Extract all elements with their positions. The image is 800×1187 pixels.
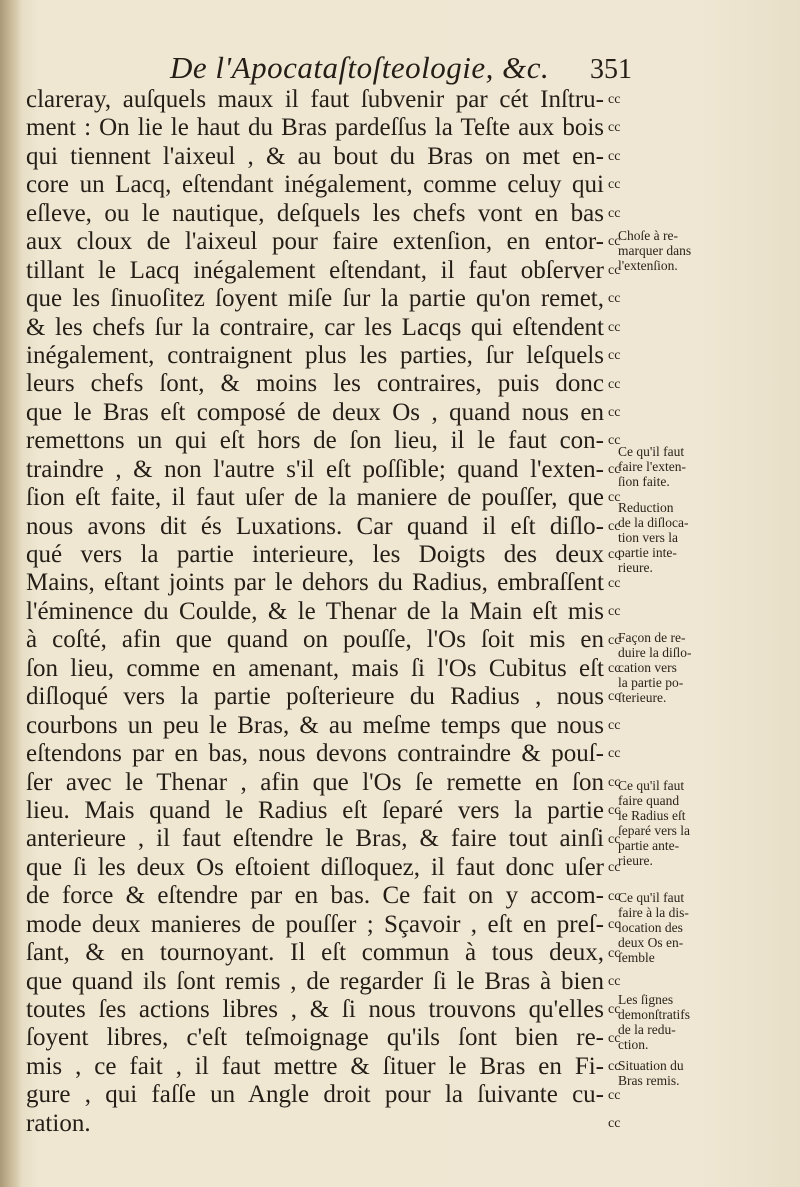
text-line: nous avons dit és Luxations. Car quand il eſt diſlo- <box>26 512 604 540</box>
margin-note-line: ſeparé vers la <box>618 823 690 838</box>
main-text-column <box>26 86 626 1138</box>
margin-note <box>618 778 768 868</box>
text-line: anterieure , il faut eſtendre le Bras, & faire tout ainſi <box>26 825 604 853</box>
text-line: mode deux manieres de pouſſer ; Sçavoir , eſt en preſ- <box>26 910 604 938</box>
quotation-mark: cc <box>608 1087 621 1103</box>
text-line: mis , ce fait , il faut mettre & ſituer le Bras en Fi- <box>26 1052 604 1080</box>
quotation-mark: cc <box>608 831 621 847</box>
quotation-mark: cc <box>608 234 621 250</box>
running-title: De l'Apocataſtoſteologie, &c. <box>170 50 550 85</box>
text-line: que les ſinuoſitez ſoyent miſe ſur la partie qu'on remet, <box>26 285 604 313</box>
margin-note-line: Reduction <box>618 500 674 515</box>
text-line: clareray, auſquels maux il faut ſubvenir par cét Inſtru- <box>26 86 604 113</box>
quotation-mark: cc <box>608 604 621 620</box>
margin-note <box>618 992 768 1052</box>
text-line: ſon lieu, comme en amenant, mais ſi l'Os Cubitus eſt <box>26 654 604 682</box>
text-line: de force & eſtendre par en bas. Ce fait on y accom- <box>26 882 604 910</box>
margin-note-line: ſion faite. <box>618 474 670 489</box>
running-header <box>0 46 800 90</box>
quotation-mark: cc <box>608 917 621 933</box>
quotation-mark: cc <box>608 945 621 961</box>
quotation-mark: cc <box>608 177 621 193</box>
margin-note-line: Ce qu'il faut <box>618 890 685 905</box>
margin-note-line: Les ſignes <box>618 992 674 1007</box>
margin-note-line: demonſtratifs <box>618 1007 690 1022</box>
margin-note-line: marquer dans <box>618 243 692 258</box>
quotation-mark: cc <box>608 973 621 989</box>
text-line: que le Bras eſt composé de deux Os , quand nous en <box>26 398 604 426</box>
margin-note-line: de la diſloca- <box>618 515 689 530</box>
text-line: core un Lacq, eſtendant inégalement, comme celuy qui <box>26 171 604 199</box>
quotation-mark: cc <box>608 291 621 307</box>
margin-note-line: partie ante- <box>618 838 680 853</box>
margin-note-line: l'extenſion. <box>618 258 678 273</box>
margin-note-line: faire quand <box>618 793 680 808</box>
text-line: à coſté, afin que quand on pouſſe, l'Os ſoit mis en <box>26 626 604 654</box>
margin-note-line: rieure. <box>618 560 653 575</box>
quotation-mark: cc <box>608 148 621 164</box>
margin-note-line: Ce qu'il faut <box>618 778 685 793</box>
margin-note <box>618 890 768 965</box>
quotation-mark: cc <box>608 518 621 534</box>
margin-note-line: faire l'exten- <box>618 459 687 474</box>
text-line: l'éminence du Coulde, & le Thenar de la Main eſt mis <box>26 597 604 625</box>
text-line: ment : On lie le haut du Bras pardeſſus la Teſte aux bois <box>26 114 604 142</box>
margin-note-line: le Radius eſt <box>618 808 686 823</box>
text-line: ſion eſt faite, il faut uſer de la maniere de pouſſer, que <box>26 484 604 512</box>
margin-note-line: ction. <box>618 1037 649 1052</box>
page-gutter <box>0 0 22 1187</box>
text-line: ſant, & en tournoyant. Il eſt commun à tous deux, <box>26 939 604 967</box>
margin-note-line: Choſe à re- <box>618 228 678 243</box>
margin-note-line: Bras remis. <box>618 1073 680 1088</box>
text-line: diſloqué vers la partie poſterieure du Radius , nous <box>26 683 604 711</box>
quotation-mark: cc <box>608 1059 621 1075</box>
text-line: eſleve, ou le nautique, deſquels les chefs vont en bas <box>26 199 604 227</box>
text-line: lieu. Mais quand le Radius eſt ſeparé vers la partie <box>26 796 604 824</box>
text-line: ration. <box>26 1109 91 1137</box>
text-line: toutes ſes actions libres , & ſi nous trouvons qu'elles <box>26 996 604 1023</box>
margin-note <box>618 228 768 273</box>
quotation-mark: cc <box>608 547 621 563</box>
quotation-mark: cc <box>608 746 621 762</box>
quotation-mark: cc <box>608 262 621 278</box>
text-line: & les chefs ſur la contraire, car les Lacqs qui eſtendent <box>26 313 604 341</box>
margin-note-line: Situation du <box>618 1058 684 1073</box>
quotation-mark: cc <box>608 376 621 392</box>
text-line: qué vers la partie interieure, les Doigts des deux <box>26 541 604 568</box>
margin-note-line: duire la diſlo- <box>618 645 692 660</box>
quotation-mark: cc <box>608 575 621 591</box>
quotation-mark: cc <box>608 92 621 107</box>
quotation-mark: cc <box>608 1030 621 1046</box>
quotation-mark: cc <box>608 348 621 364</box>
margin-note-line: ſterieure. <box>618 690 667 705</box>
text-line: remettons un qui eſt hors de ſon lieu, il le faut con- <box>26 427 604 455</box>
quotation-mark: cc <box>608 205 621 221</box>
text-line: eſtendons par en bas, nous devons contraindre & pouſ- <box>26 740 604 768</box>
margin-note-line: deux Os en- <box>618 935 684 950</box>
quotation-mark: cc <box>608 717 621 733</box>
margin-note <box>618 500 768 575</box>
quotation-mark: cc <box>608 632 621 648</box>
quotation-mark: cc <box>608 1116 621 1132</box>
text-line: que ſi les deux Os eſtoient diſloquez, il faut donc uſer <box>26 853 604 881</box>
margin-note-line: location des <box>618 920 683 935</box>
quotation-mark: cc <box>608 803 621 819</box>
margin-note <box>618 444 768 489</box>
quotation-mark: cc <box>608 404 621 420</box>
text-line: que quand ils ſont remis , de regarder ſi le Bras à bien <box>26 967 604 995</box>
quotation-mark: cc <box>608 661 621 676</box>
margin-note-line: de la redu- <box>618 1022 676 1037</box>
text-line: ſer avec le Thenar , afin que l'Os ſe remette en ſon <box>26 768 604 796</box>
text-line: ſoyent libres, c'eſt teſmoignage qu'ils ſont bien re- <box>26 1024 604 1052</box>
quotation-mark: cc <box>608 433 621 449</box>
text-line: qui tiennent l'aixeul , & au bout du Bras on met en- <box>26 142 604 170</box>
quotation-mark: cc <box>608 490 621 506</box>
text-line: gure , qui faſſe un Angle droit pour la ſuivante cu- <box>26 1081 604 1109</box>
margin-note-line: Façon de re- <box>618 630 686 645</box>
text-line: aux cloux de l'aixeul pour faire extenſion, en entor- <box>26 228 604 256</box>
text-line: tillant le Lacq inégalement eſtendant, il faut obſerver <box>26 256 604 284</box>
margin-note-line: faire à la dis- <box>618 905 689 920</box>
margin-note-line: cation vers <box>618 660 677 675</box>
margin-note-line: tion vers la <box>618 530 678 545</box>
margin-note-line: ſemble <box>618 950 655 965</box>
quotation-mark: cc <box>608 461 621 477</box>
quotation-mark: cc <box>608 1002 621 1018</box>
margin-note-line: rieure. <box>618 853 653 868</box>
text-line: courbons un peu le Bras, & au meſme temps que nous <box>26 711 604 739</box>
quotation-mark: cc <box>608 689 621 705</box>
margin-note-line: Ce qu'il faut <box>618 444 685 459</box>
quotation-mark: cc <box>608 860 621 876</box>
text-line: Mains, eſtant joints par le dehors du Radius, embraſſent <box>26 569 604 597</box>
margin-note-line: la partie po- <box>618 675 684 690</box>
quotation-mark: cc <box>608 888 621 904</box>
text-line: traindre , & non l'autre s'il eſt poſſible; quand l'exten- <box>26 455 604 483</box>
margin-note <box>618 1058 768 1088</box>
page-number: 351 <box>590 54 632 85</box>
text-line: leurs chefs ſont, & moins les contraires, puis donc <box>26 370 604 398</box>
quotation-mark: cc <box>608 120 621 136</box>
quotation-mark: cc <box>608 319 621 335</box>
quotation-mark: cc <box>608 774 621 790</box>
text-line: inégalement, contraignent plus les parties, ſur leſquels <box>26 341 604 369</box>
margin-note-line: partie inte- <box>618 545 677 560</box>
margin-note <box>618 630 768 705</box>
